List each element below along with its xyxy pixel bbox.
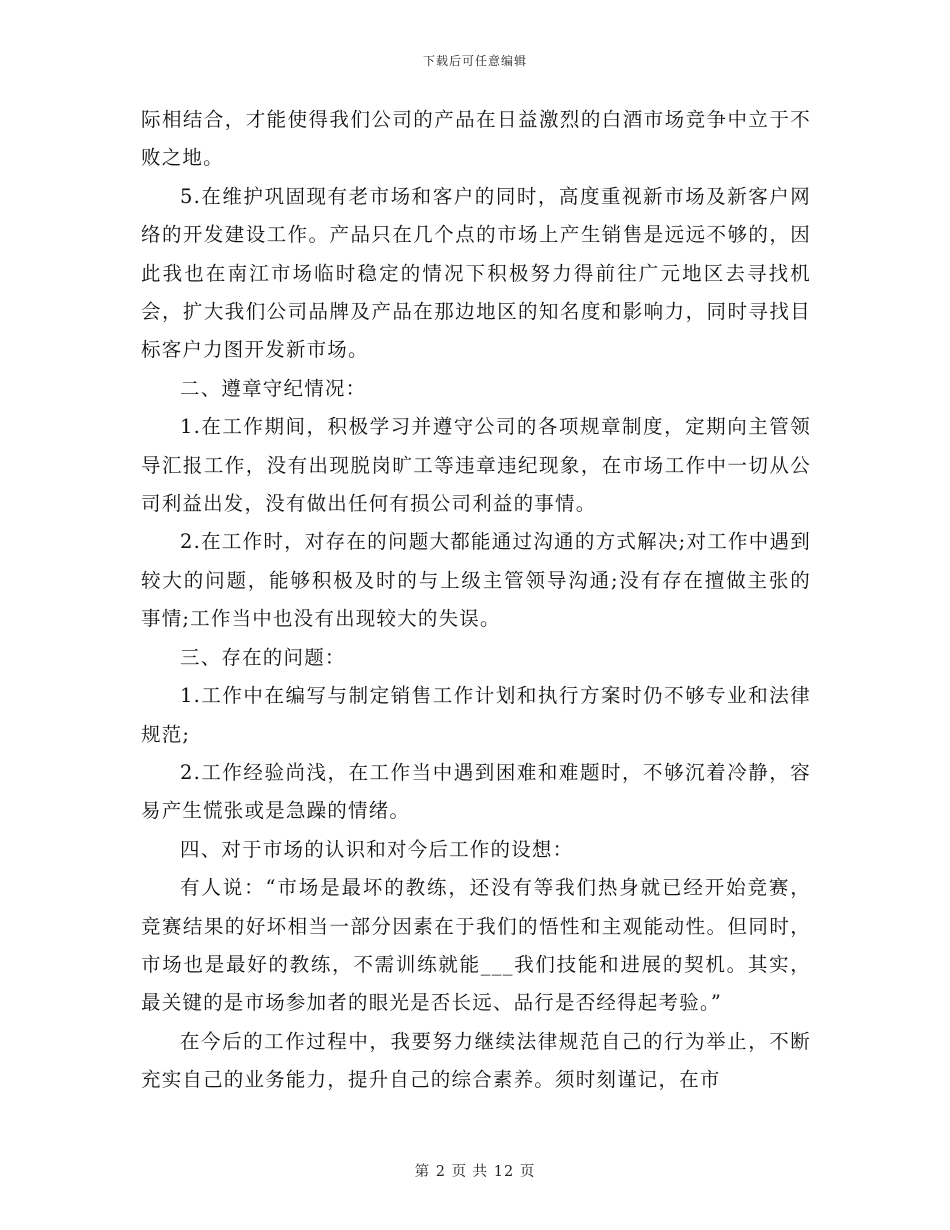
paragraph-continuation: 际相结合，才能使得我们公司的产品在日益激烈的白酒市场竞争中立于不败之地。 [141,108,811,170]
paragraph-item-1: 1.在工作期间，积极学习并遵守公司的各项规章制度，定期向主管领导汇报工作，没有出现脱岗旷工等违章违纪现象，在市场工作中一切从公司利益出发，没有做出任何有损公司利益的事情。 [141,415,811,516]
document-body [141,101,811,1100]
section-heading-3: 三、存在的问题： [180,645,346,669]
page-number: 第 2 页 共 12 页 [414,1164,536,1180]
section-heading-2: 二、遵章守纪情况： [180,376,367,400]
paragraph-item-1: 1.工作中在编写与制定销售工作计划和执行方案时仍不够专业和法律规范; [141,684,811,746]
paragraph-item-2: 2.在工作时，对存在的问题大都能通过沟通的方式解决;对工作中遇到较大的问题，能够积极及时的与上级主管领导沟通;没有存在擅做主张的事情;工作当中也没有出现较大的失误。 [141,530,811,631]
paragraph-closing: 在今后的工作过程中，我要努力继续法律规范自己的行为举止，不断充实自己的业务能力，提升自己的综合素养。须时刻谨记，在市 [141,1029,811,1092]
paragraph-item-2: 2.工作经验尚浅，在工作当中遇到困难和难题时，不够沉着冷静，容易产生慌张或是急躁的情绪。 [141,760,811,823]
section-heading-4: 四、对于市场的认识和对今后工作的设想： [180,837,574,861]
paragraph-quote: 有人说：“市场是最坏的教练，还没有等我们热身就已经开始竞赛，竞赛结果的好坏相当一部分因素在于我们的悟性和主观能动性。但同时，市场也是最好的教练，不需训练就能___我们技能和进展的契机。其实，最关键的是市场参加者的眼光是否长远、品行是否经得起考验。” [141,876,811,1015]
paragraph-item-5: 5.在维护巩固现有老市场和客户的同时，高度重视新市场及新客户网络的开发建设工作。产品只在几个点的市场上产生销售是远远不够的，因此我也在南江市场临时稳定的情况下积极努力得前往广元地区去寻找机会，扩大我们公司品牌及产品在那边地区的知名度和影响力，同时寻找目标客户力图开发新市场。 [141,184,811,362]
page-header: 下载后可任意编辑 [422,54,527,68]
